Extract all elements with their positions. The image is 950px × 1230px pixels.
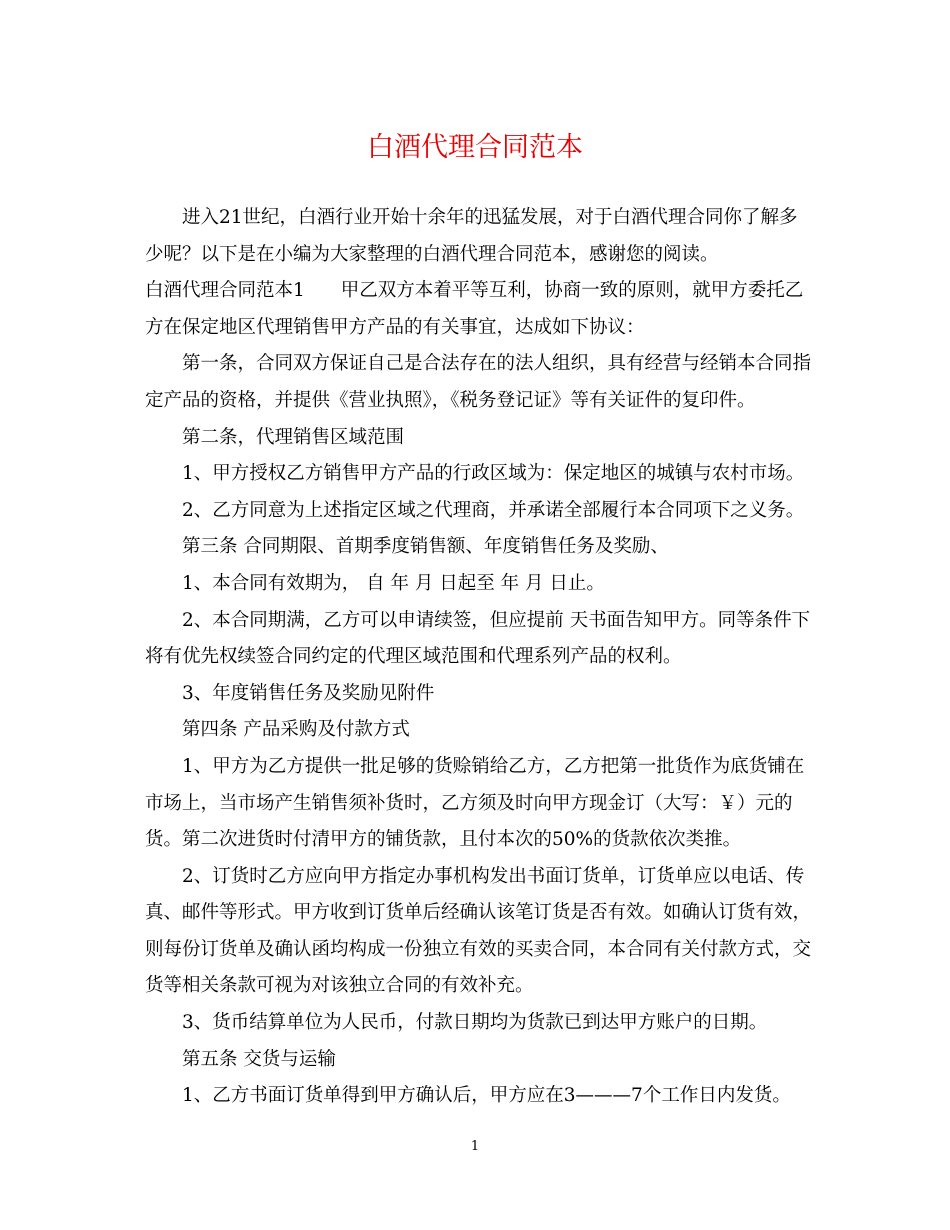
page-number: 1 [470, 1139, 480, 1154]
paragraph-article-3-heading: 第三条 合同期限、首期季度销售额、年度销售任务及奖励、 [182, 536, 669, 558]
paragraph-article-5-heading: 第五条 交货与运输 [182, 1048, 336, 1070]
paragraph-article-4-item-3: 3、货币结算单位为人民币，付款日期均为货款已到达甲方账户的日期。 [182, 1012, 768, 1034]
paragraph-article-5-item-1: 1、乙方书面订货单得到甲方确认后，甲方应在3———7个工作日内发货。 [182, 1085, 791, 1107]
paragraph-article-3-item-2: 2、本合同期满，乙方可以申请续签，但应提前 天书面告知甲方。同等条件下将有优先权续签合同约定的代理区域范围和代理系列产品的权利。 [145, 609, 811, 668]
paragraph-article-4-item-1: 1、甲方为乙方提供一批足够的货赊销给乙方，乙方把第一批货作为底货铺在市场上，当市场产生销售须补货时，乙方须及时向甲方现金订（大写：￥）元的货。第二次进货时付清甲方的铺货款，且付本次的50%的货款依次类推。 [145, 755, 805, 851]
contract-heading: 白酒代理合同范本1 [145, 280, 305, 302]
document-title: 白酒代理合同范本 [367, 132, 583, 163]
paragraph-article-2-item-1: 1、甲方授权乙方销售甲方产品的行政区域为：保定地区的城镇与农村市场。 [182, 463, 805, 485]
paragraph-article-3-item-1: 1、本合同有效期为， 自 年 月 日起至 年 月 日止。 [182, 572, 605, 594]
paragraph-article-4-item-2: 2、订货时乙方应向甲方指定办事机构发出书面订货单，订货单应以电话、传真、邮件等形式。甲方收到订货单后经确认该笔订货是否有效。如确认订货有效，则每份订货单及确认函均构成一份独立有效的买卖合同，本合同有关付款方式，交货等相关条款可视为对该独立合同的有效补充。 [145, 865, 812, 997]
paragraph-article-1: 第一条，合同双方保证自己是合法存在的法人组织，具有经营与经销本合同指定产品的资格，并提供《营业执照》，《税务登记证》等有关证件的复印件。 [145, 353, 812, 411]
paragraph-article-4-heading: 第四条 产品采购及付款方式 [182, 719, 410, 741]
paragraph-contract-intro [145, 273, 815, 346]
contract-preamble: 甲乙双方本着平等互利，协商一致的原则，就甲方委托乙方在保定地区代理销售甲方产品的有关事宜，达成如下协议： [145, 280, 804, 338]
paragraph-article-3-item-3: 3、年度销售任务及奖励见附件 [182, 682, 435, 704]
paragraph-intro: 进入21世纪，白酒行业开始十余年的迅猛发展，对于白酒代理合同你了解多少呢？以下是在小编为大家整理的白酒代理合同范本，感谢您的阅读。 [145, 207, 798, 265]
paragraph-article-2-heading: 第二条，代理销售区域范围 [182, 426, 405, 448]
document-body [145, 200, 815, 1115]
paragraph-article-2-item-2: 2、乙方同意为上述指定区域之代理商，并承诺全部履行本合同项下之义务。 [182, 499, 805, 521]
